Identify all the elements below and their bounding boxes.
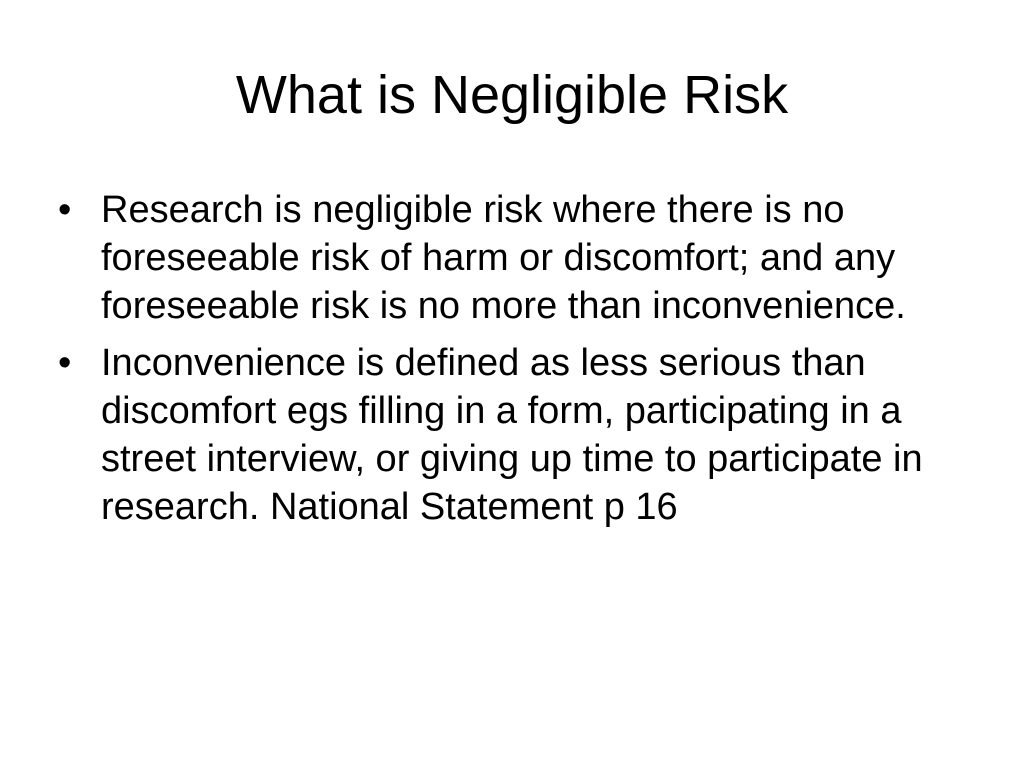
bullet-text: Research is negligible risk where there is no foreseeable risk of harm or discomfort; and any foreseeable risk is no more than inconvenience. — [101, 189, 906, 327]
bullet-icon: • — [58, 342, 72, 384]
bullet-item — [58, 339, 978, 531]
bullet-text: Inconvenience is defined as less serious than discomfort egs filling in a form, participating in a street interview, or giving up time to participate in research. National Statement p 16 — [101, 342, 923, 528]
bullet-list — [58, 186, 978, 540]
bullet-icon: • — [58, 189, 72, 231]
slide-title: What is Negligible Risk — [235, 65, 789, 125]
bullet-item — [58, 186, 978, 330]
